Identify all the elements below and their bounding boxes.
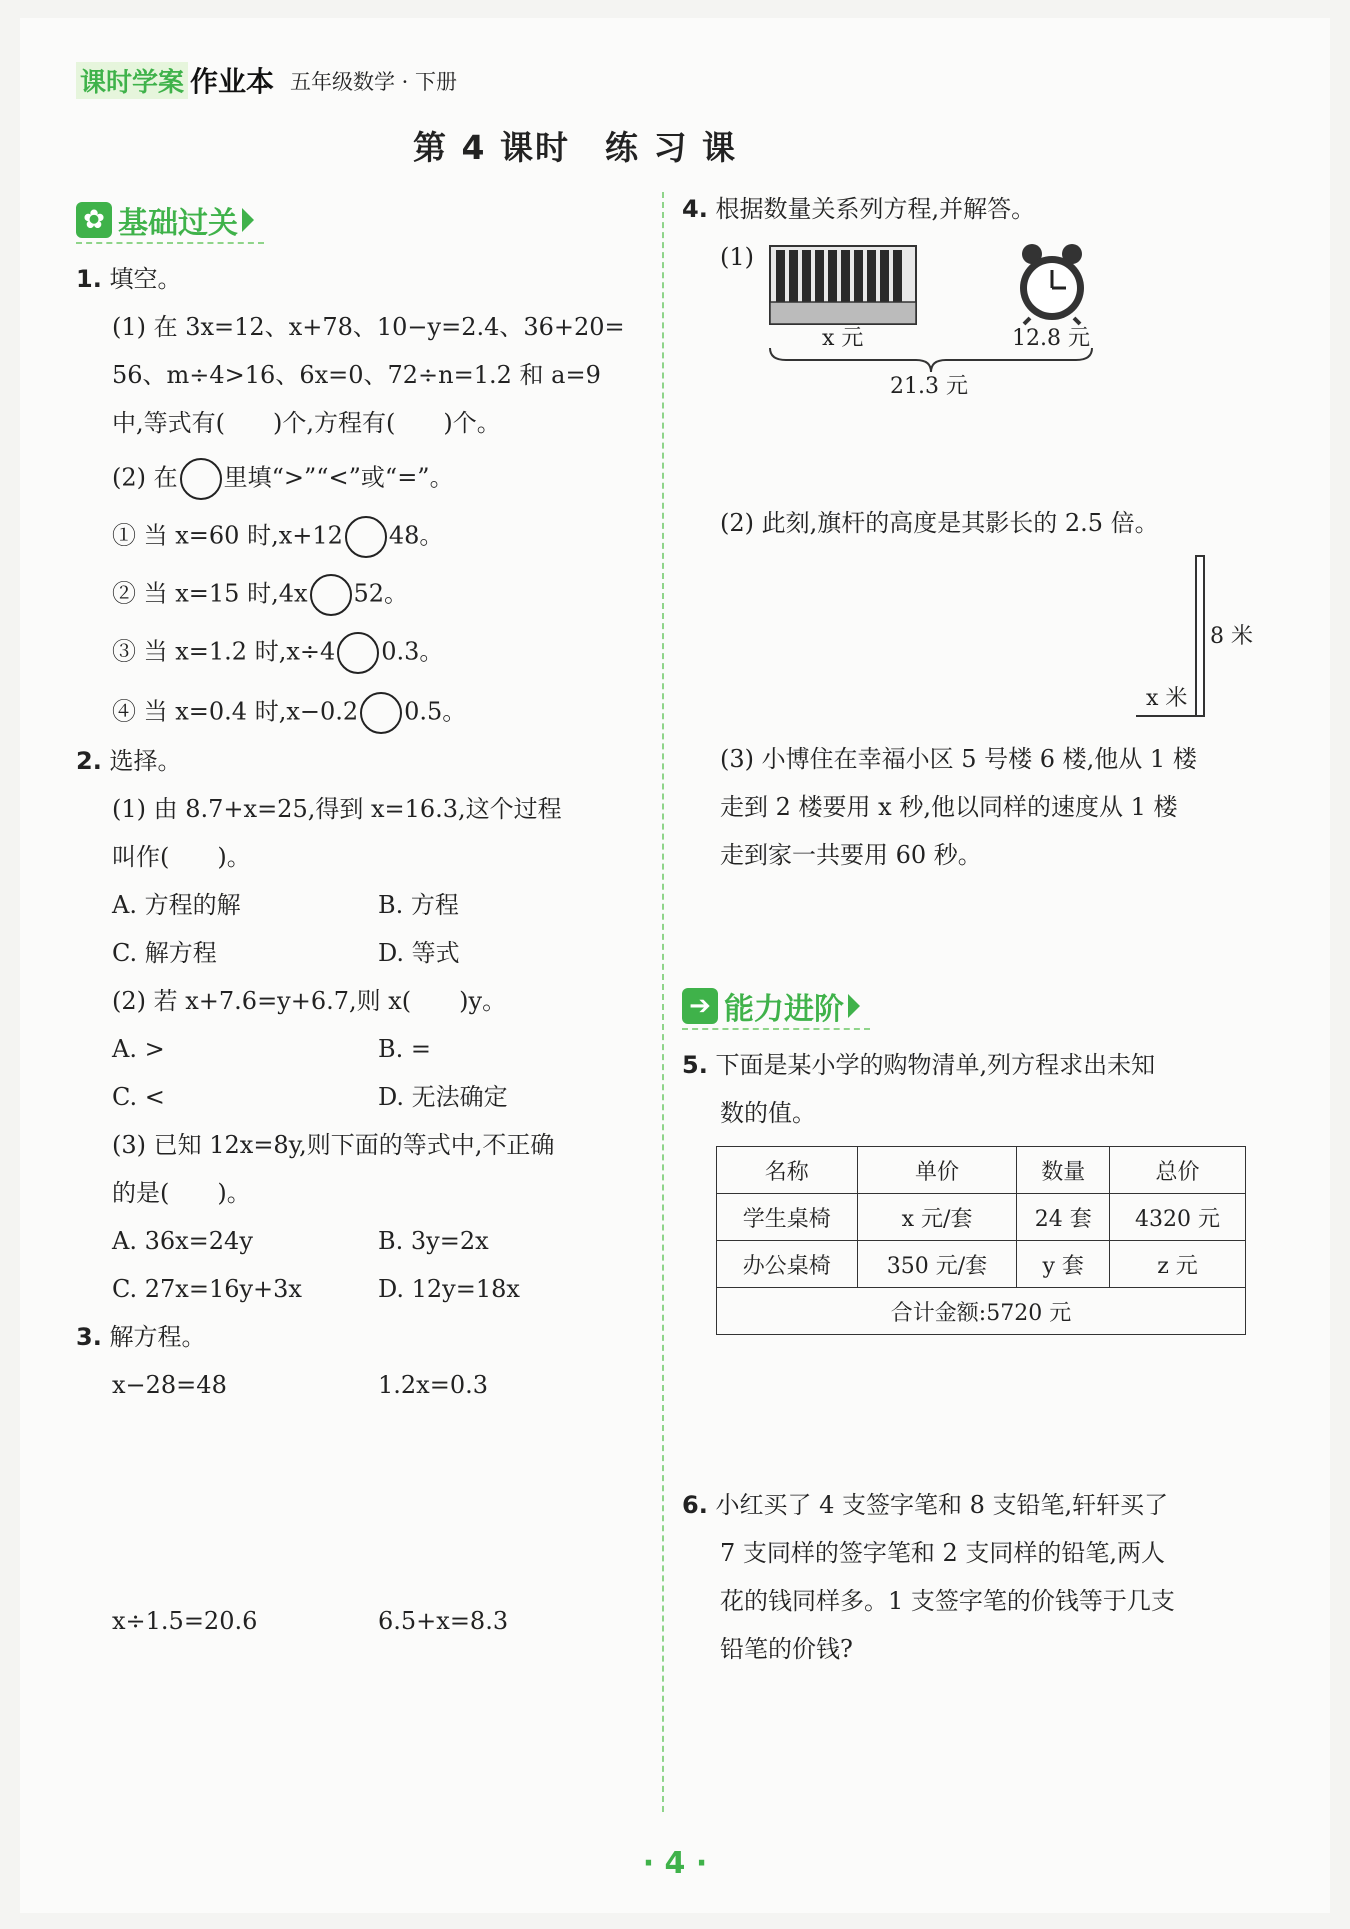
table-cell: y 套 bbox=[1017, 1241, 1110, 1288]
table-total: 合计金额:5720 元 bbox=[717, 1288, 1246, 1335]
option-a[interactable]: A. 方程的解 bbox=[112, 891, 241, 919]
table-row bbox=[717, 1194, 1246, 1241]
q2-p1-line2: 叫作( )。 bbox=[112, 843, 251, 871]
q1-p1-line3: 中,等式有( )个,方程有( )个。 bbox=[112, 409, 501, 437]
option-c[interactable]: C. 27x=16y+3x bbox=[112, 1275, 302, 1303]
option-b[interactable]: B. 方程 bbox=[378, 891, 459, 919]
q1-p1-line2: 56、m÷4>16、6x=0、72÷n=1.2 和 a=9 bbox=[112, 361, 601, 389]
q1-p2: (2) 在 里填“>”“<”或“=”。 bbox=[112, 458, 454, 500]
header-grade: 五年级数学 · 下册 bbox=[290, 70, 458, 94]
column-header: 数量 bbox=[1017, 1147, 1110, 1194]
option-b[interactable]: B. 3y=2x bbox=[378, 1227, 489, 1255]
answer-circle[interactable] bbox=[337, 632, 379, 674]
q5-stem-line2: 数的值。 bbox=[720, 1099, 816, 1127]
shadow-length-label: x 米 bbox=[1146, 686, 1188, 711]
answer-circle[interactable] bbox=[345, 516, 387, 558]
option-a[interactable]: A. > bbox=[112, 1035, 165, 1063]
pens-box-icon bbox=[768, 244, 918, 326]
table-cell: x 元/套 bbox=[857, 1194, 1017, 1241]
table-total-row bbox=[717, 1288, 1246, 1335]
runner-icon: ➔ bbox=[682, 988, 718, 1024]
table-row bbox=[717, 1241, 1246, 1288]
column-divider bbox=[662, 192, 664, 1812]
table-cell: 学生桌椅 bbox=[717, 1194, 858, 1241]
q6-line2: 7 支同样的签字笔和 2 支同样的铅笔,两人 bbox=[720, 1539, 1166, 1567]
header-brand: 课时学案 bbox=[76, 62, 188, 99]
q1-item2: ② 当 x=15 时,4x 52。 bbox=[112, 574, 408, 616]
q1-item4: ④ 当 x=0.4 时,x−0.2 0.5。 bbox=[112, 692, 466, 734]
q6-line3: 花的钱同样多。1 支签字笔的价钱等于几支 bbox=[720, 1587, 1175, 1615]
page-title: 第 4 课时 练 习 课 bbox=[413, 128, 737, 167]
table-cell: 4320 元 bbox=[1110, 1194, 1246, 1241]
q1 bbox=[76, 264, 181, 294]
answer-circle[interactable] bbox=[360, 692, 402, 734]
q2: 2. 选择。 bbox=[76, 747, 182, 775]
clock-price-label: 12.8 元 bbox=[1012, 326, 1090, 351]
q4-p1: (1) bbox=[720, 243, 754, 271]
answer-circle[interactable] bbox=[180, 458, 222, 500]
alarm-clock-icon bbox=[1012, 240, 1092, 326]
table-cell: 350 元/套 bbox=[857, 1241, 1017, 1288]
q2-p3-line2: 的是( )。 bbox=[112, 1179, 251, 1207]
section-advance-banner bbox=[682, 986, 860, 1026]
option-a[interactable]: A. 36x=24y bbox=[112, 1227, 253, 1255]
q1-number: 1. bbox=[76, 265, 102, 293]
q2-p2: (2) 若 x+7.6=y+6.7,则 x( )y。 bbox=[112, 987, 507, 1015]
pole-height-label: 8 米 bbox=[1210, 624, 1253, 649]
equation-3: x÷1.5=20.6 bbox=[112, 1607, 258, 1635]
arrow-icon bbox=[242, 208, 254, 232]
q1-stem: 填空。 bbox=[109, 265, 182, 293]
table-cell: 办公桌椅 bbox=[717, 1241, 858, 1288]
option-b[interactable]: B. = bbox=[378, 1035, 432, 1063]
option-c[interactable]: C. 解方程 bbox=[112, 939, 217, 967]
q4-p3-line3: 走到家一共要用 60 秒。 bbox=[720, 841, 982, 869]
gear-icon: ✿ bbox=[76, 202, 112, 238]
q1-p1-line1: (1) 在 3x=12、x+78、10−y=2.4、36+20= bbox=[112, 313, 625, 341]
option-c[interactable]: C. < bbox=[112, 1083, 165, 1111]
q2-p3-line1: (3) 已知 12x=8y,则下面的等式中,不正确 bbox=[112, 1131, 555, 1159]
option-d[interactable]: D. 等式 bbox=[378, 939, 460, 967]
header-book: 作业本 bbox=[190, 65, 275, 98]
arrow-icon bbox=[848, 994, 860, 1018]
column-header: 名称 bbox=[717, 1147, 858, 1194]
table-cell: z 元 bbox=[1110, 1241, 1246, 1288]
column-header: 总价 bbox=[1110, 1147, 1246, 1194]
q3: 3. 解方程。 bbox=[76, 1323, 206, 1351]
table-header-row bbox=[717, 1147, 1246, 1194]
equation-2: 1.2x=0.3 bbox=[378, 1371, 488, 1399]
q4-p3-line2: 走到 2 楼要用 x 秒,他以同样的速度从 1 楼 bbox=[720, 793, 1178, 821]
q1-item3: ③ 当 x=1.2 时,x÷4 0.3。 bbox=[112, 632, 443, 674]
option-d[interactable]: D. 无法确定 bbox=[378, 1083, 508, 1111]
shopping-table bbox=[716, 1146, 1246, 1335]
option-d[interactable]: D. 12y=18x bbox=[378, 1275, 520, 1303]
q5: 5. 下面是某小学的购物清单,列方程求出未知 bbox=[682, 1051, 1156, 1079]
section-advance-title: 能力进阶 bbox=[724, 992, 844, 1027]
q4-p2: (2) 此刻,旗杆的高度是其影长的 2.5 倍。 bbox=[720, 509, 1159, 537]
table-cell: 24 套 bbox=[1017, 1194, 1110, 1241]
column-header: 单价 bbox=[857, 1147, 1017, 1194]
section-basic-title: 基础过关 bbox=[118, 206, 238, 241]
q6: 6. 小红买了 4 支签字笔和 8 支铅笔,轩轩买了 bbox=[682, 1491, 1169, 1519]
q4: 4. 根据数量关系列方程,并解答。 bbox=[682, 195, 1036, 223]
q4-p3-line1: (3) 小博住在幸福小区 5 号楼 6 楼,他从 1 楼 bbox=[720, 745, 1197, 773]
pens-price-label: x 元 bbox=[822, 326, 864, 351]
q1-item1: ① 当 x=60 时,x+12 48。 bbox=[112, 516, 443, 558]
section-basic-banner bbox=[76, 200, 254, 240]
equation-4: 6.5+x=8.3 bbox=[378, 1607, 509, 1635]
equation-1: x−28=48 bbox=[112, 1371, 227, 1399]
q2-p1-line1: (1) 由 8.7+x=25,得到 x=16.3,这个过程 bbox=[112, 795, 562, 823]
q6-line4: 铅笔的价钱? bbox=[720, 1635, 853, 1663]
answer-circle[interactable] bbox=[310, 574, 352, 616]
page-number: · 4 · bbox=[642, 1846, 708, 1881]
total-price-label: 21.3 元 bbox=[890, 374, 968, 399]
